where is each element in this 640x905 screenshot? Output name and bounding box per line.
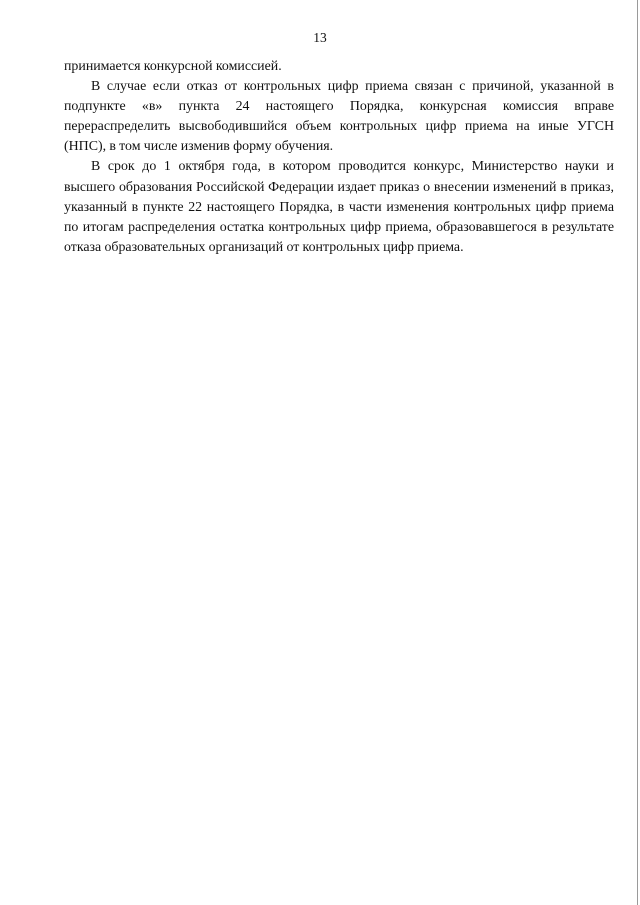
paragraph-continuation: принимается конкурсной комиссией. [64, 59, 282, 74]
paragraph-ministry-order: В срок до 1 октября года, в котором проводится конкурс, Министерство науки и высшего образования Российской Федерации издает приказ о внесении изменений в приказ, указанный в пункте 22 настоящего Порядка, в части изменения контрольных цифр приема по итогам распределения остатка контрольных цифр приема, образовавшегося в результате отказа образовательных организаций от контрольных цифр приема. [64, 159, 614, 255]
page-number: 13 [313, 30, 327, 45]
paragraph-redistribution: В случае если отказ от контрольных цифр приема связан с причиной, указанной в подпункте «в» пункта 24 настоящего Порядка, конкурсная комиссия вправе перераспределить высвободившийся объем контрольных цифр приема на иные УГСН (НПС), в том числе изменив форму обучения. [64, 79, 614, 155]
document-body [64, 57, 614, 258]
